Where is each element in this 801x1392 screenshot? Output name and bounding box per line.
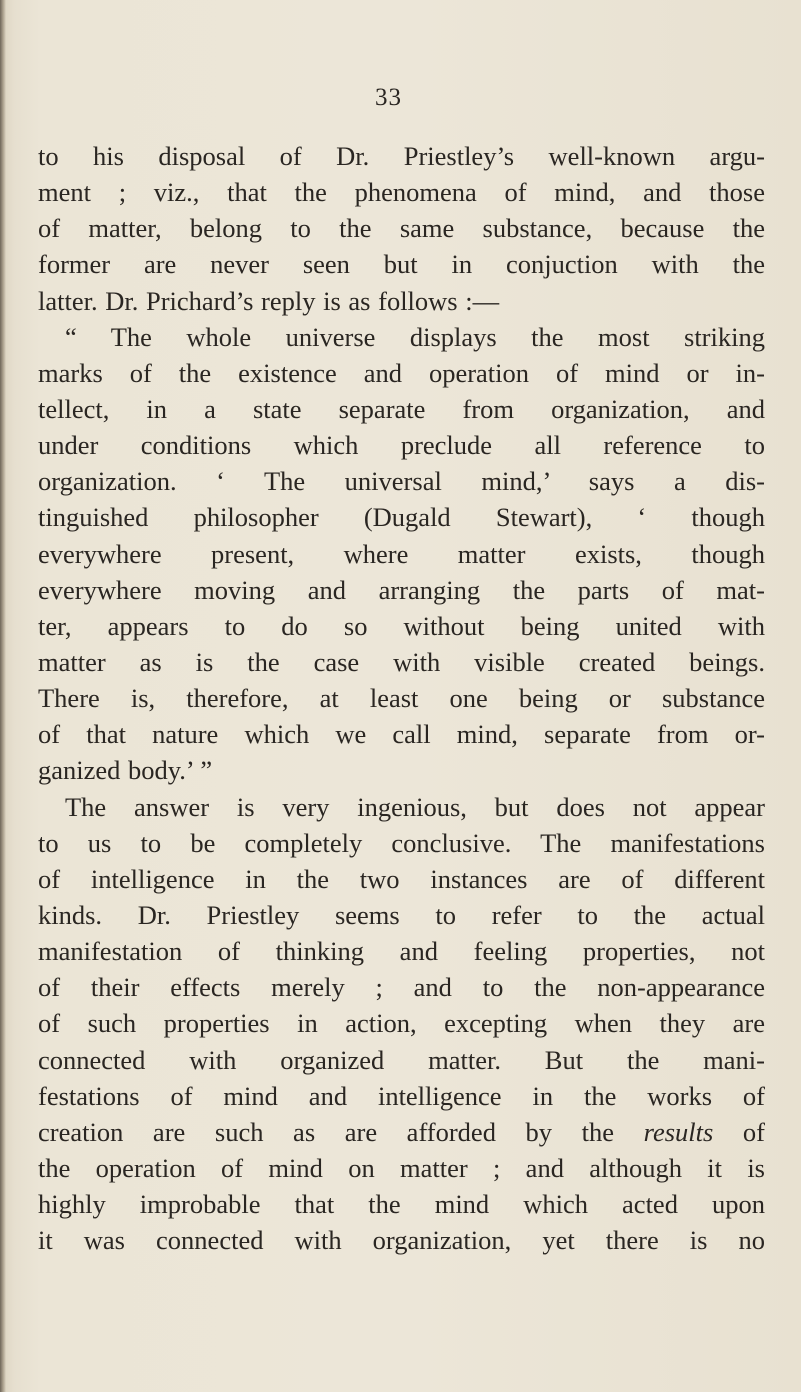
text-line: everywhere present, where matter exists, though bbox=[38, 538, 765, 569]
text-line: of matter, belong to the same substance, because the bbox=[38, 213, 765, 244]
text-line: of that nature which we call mind, separate from or- bbox=[38, 719, 765, 750]
text-line: under conditions which preclude all reference to bbox=[38, 430, 765, 461]
text-line: of their effects merely ; and to the non-appearance bbox=[38, 972, 765, 1003]
text-line: manifestation of thinking and feeling properties, not bbox=[38, 936, 765, 967]
line-segment: creation are such as are afforded by the bbox=[38, 1116, 644, 1147]
text-line: connected with organized matter. But the mani- bbox=[38, 1044, 765, 1075]
text-line: ment ; viz., that the phenomena of mind, and those bbox=[38, 177, 765, 208]
page-number: 33 bbox=[375, 84, 402, 111]
quote-start-line: “ The whole universe displays the most striking bbox=[65, 321, 765, 352]
text-line: of such properties in action, excepting when they are bbox=[38, 1008, 765, 1039]
text-line: kinds. Dr. Priestley seems to refer to the actual bbox=[38, 899, 765, 930]
text-line: matter as is the case with visible created beings. bbox=[38, 646, 765, 677]
italic-word: results bbox=[643, 1116, 714, 1147]
text-line: festations of mind and intelligence in the works of bbox=[38, 1080, 765, 1111]
text-line: highly improbable that the mind which acted upon bbox=[38, 1189, 765, 1220]
page-gutter-shadow bbox=[0, 0, 6, 1392]
text-line: There is, therefore, at least one being or substance bbox=[38, 683, 765, 714]
text-line: everywhere moving and arranging the parts of mat- bbox=[38, 574, 765, 605]
text-line: to his disposal of Dr. Priestley’s well-known argu- bbox=[38, 141, 765, 171]
line-segment: of bbox=[713, 1116, 766, 1147]
text-line: organization. ‘ The universal mind,’ says a dis- bbox=[38, 466, 765, 497]
text-line: the operation of mind on matter ; and although it is bbox=[38, 1152, 765, 1183]
text-line: marks of the existence and operation of mind or in- bbox=[38, 357, 765, 388]
text-line: of intelligence in the two instances are of different bbox=[38, 863, 765, 894]
text-line: former are never seen but in conjuction with the bbox=[38, 249, 765, 280]
text-line: tinguished philosopher (Dugald Stewart), ‘ though bbox=[38, 502, 765, 533]
text-line-with-emphasis bbox=[38, 1114, 765, 1150]
body-text bbox=[38, 138, 765, 1258]
text-line: to us to be completely conclusive. The manifestations bbox=[38, 827, 765, 858]
text-line: latter. Dr. Prichard’s reply is as follows :— bbox=[38, 285, 500, 316]
text-line: ter, appears to do so without being united with bbox=[38, 610, 765, 641]
paragraph-start-line: The answer is very ingenious, but does not appear bbox=[65, 791, 765, 822]
text-line: tellect, in a state separate from organization, and bbox=[38, 393, 765, 424]
text-line: it was connected with organization, yet there is no bbox=[38, 1225, 765, 1256]
quote-end-line: ganized body.’ ” bbox=[38, 755, 213, 786]
